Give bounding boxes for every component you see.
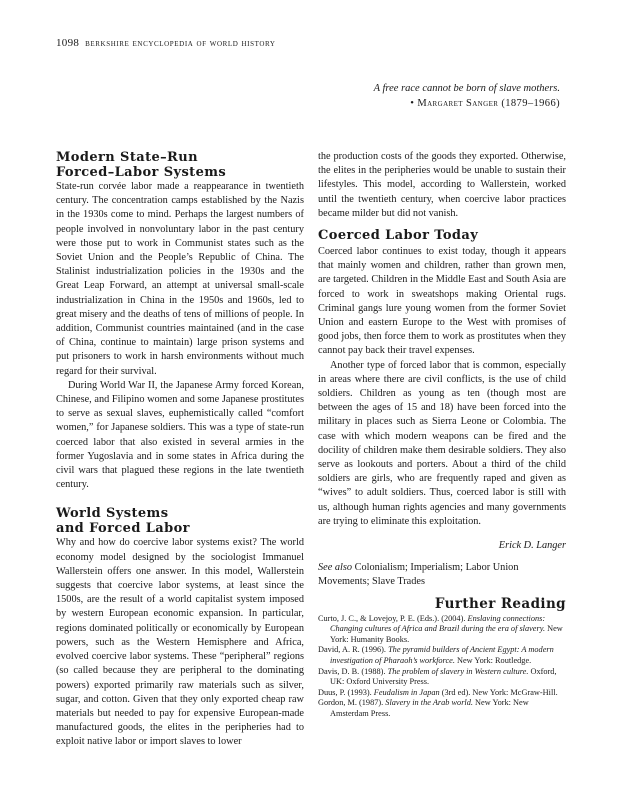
- heading-line: Modern State–Run: [56, 150, 198, 165]
- see-also-links: Colonialism; Imperialism; Labor Union Movements; Slave Trades: [318, 562, 519, 588]
- further-reading-heading: Further Reading: [434, 595, 566, 612]
- reference-item: Gordon, M. (1987). Slavery in the Arab world. New York: New Amsterdam Press.: [318, 698, 529, 719]
- reference-item: Davis, D. B. (1988). The problem of slavery in Western culture. Oxford, UK: Oxford University Press.: [318, 666, 557, 687]
- see-also: [318, 561, 566, 589]
- reference-list: [318, 614, 566, 720]
- epigraph-author: • Margaret Sanger (1879–1966): [410, 98, 560, 109]
- encyclopedia-title: berkshire encyclopedia of world history: [85, 38, 276, 49]
- section-heading-coerced-labor-today: Coerced Labor Today: [318, 228, 479, 244]
- see-also-label: See also: [318, 562, 353, 574]
- author-signature: Erick D. Langer: [498, 540, 566, 552]
- paragraph: State-run corvée labor made a reappearance in twentieth century. The concentration camps established by the Nazis in the 1930s come to mind. Perhaps the largest numbers of people involved in nonvoluntary labor in the past century were those put to work in Communist states such as the Soviet Union and the People’s Republic of China. The Stalinist industrialization policies in the 1930s and the Great Leap Forward, an attempt at universal small-scale industrialization in China in the 1950s and 1960s, led to great misery and the deaths of tens of millions of people. In addition, Communist countries maintained (and in the case of China, continue to maintain) large prison systems and put prisoners to work in harsh environments without much regard for their survival.: [56, 181, 304, 377]
- epigraph: [374, 81, 560, 111]
- right-column: [318, 150, 566, 720]
- reference-item: David, A. R. (1996). The pyramid builders of Ancient Egypt: A modern investigation of Pharaoh’s workforce. New York: Routledge.: [318, 645, 554, 666]
- paragraph: During World War II, the Japanese Army forced Korean, Chinese, and Filipino women and some Japanese prostitutes to serve as sexual slaves, euphemistically called “comfort women,” for Japanese soldiers. This was a type of state-run coerced labor that also existed in several armies in the former Yugoslavia and in some states in Africa during the civil wars that plagued these regions in the late twentieth century.: [56, 379, 304, 491]
- paragraph: Coerced labor continues to exist today, though it appears that mainly women and children, rather than grown men, are targeted. Children in the Middle East and South Asia are forced to work in sweatshops making Oriental rugs. Criminal gangs lure young women from the former Soviet Union and eastern Europe to the West with promises of good jobs, then force them to work as prostitutes when they cannot pay back their travel expenses.: [318, 246, 566, 357]
- left-column: [56, 150, 304, 750]
- paragraph: the production costs of the goods they exported. Otherwise, the elites in the peripheries would be unable to sustain their lifestyles. This model, according to Wallerstein, worked until the twentieth century, when coercive labor practices became milder but did not vanish.: [318, 151, 566, 219]
- heading-line: World Systems: [56, 506, 169, 522]
- reference-item: Curto, J. C., & Lovejoy, P. E. (Eds.). (2004). Enslaving connections: Changing cultures of Africa and Brazil during the era of slavery. New York: Humanity Books.: [318, 613, 563, 644]
- paragraph: Another type of forced labor that is common, especially in areas where there are civil conflicts, is the use of child soldiers. Children as young as ten (though most are between the ages of 15 and 18) have been forced into the military in places such as Sierra Leone or Colombia. The case with which modern weapons can be fired and the docility of children make them desirable soldiers. They also serve as lookouts and porters. About a third of the child soldiers are girls, who are frequently raped and given as “wives” to adult soldiers. Thus, coerced labor is still with us, although human rights agencies and many governments are trying to eliminate this exploitation.: [318, 359, 566, 527]
- reference-item: Duus, P. (1993). Feudalism in Japan (3rd ed). New York: McGraw-Hill.: [318, 687, 558, 697]
- running-header: [56, 37, 276, 49]
- paragraph: Why and how do coercive labor systems exist? The world economy model designed by the sociologist Immanuel Wallerstein offers one answer. In this model, Wallerstein suggests that coercive labor systems, at least since the 1500s, are the result of a world capitalist system imposed by western European economic expansion. In particular, regions dominated politically or economically by European powers, such as the Western Hemisphere and Africa, evolved coercive labor systems. These “peripheral” regions (so called because they are peripheral to the dominating powers) exported primarily raw materials such as silver, sugar, and cotton. Given that they only exported cheap raw materials but needed to pay for expensive European-made manufactured goods, the elites in the peripheries had to exploit native labor or import slaves to lower: [56, 537, 304, 748]
- section-heading-world-systems: [56, 506, 304, 536]
- epigraph-quote: A free race cannot be born of slave mothers.: [373, 83, 560, 94]
- page-number: 1098: [56, 37, 80, 49]
- heading-line: Forced–Labor Systems: [56, 165, 227, 180]
- section-heading-modern-state-run: [56, 150, 304, 180]
- heading-line: and Forced Labor: [56, 521, 190, 537]
